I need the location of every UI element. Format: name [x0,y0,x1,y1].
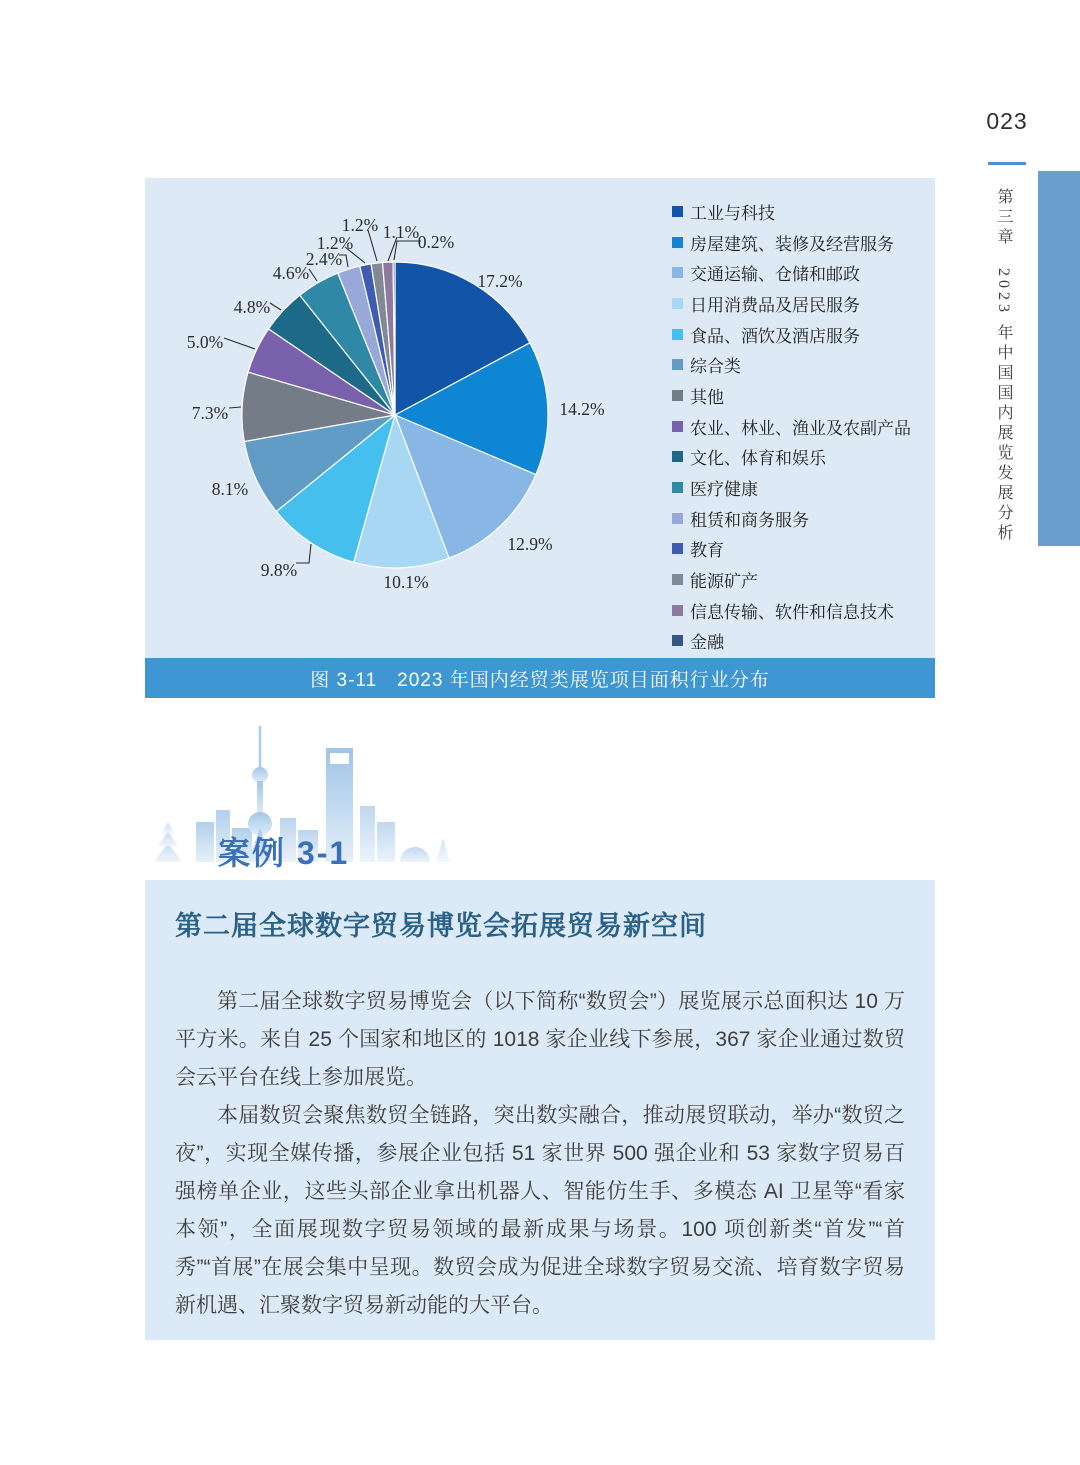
legend-swatch [672,359,683,370]
case-badge-label: 案例 3-1 [218,835,350,871]
pie-slice-percentage-label: 1.1% [382,222,420,242]
legend-swatch [672,329,683,340]
legend-label: 农业、林业、渔业及农副产品 [690,418,911,438]
legend-label: 教育 [690,541,724,561]
pie-slice-percentage-label: 4.8% [233,297,271,317]
pie-slice-percentage-label: 7.3% [191,403,229,423]
pie-slice-percentage-label: 14.2% [559,399,605,419]
legend-label: 综合类 [690,357,741,377]
pie-slice-percentage-label: 9.8% [260,560,298,580]
figure-caption: 图 3-11 2023 年国内经贸类展览项目面积行业分布 [310,669,770,691]
legend-item [672,319,911,350]
chart-legend [672,196,911,656]
legend-swatch [672,482,683,493]
legend-label: 信息传输、软件和信息技术 [690,602,894,622]
pie-slice-percentage-label: 12.9% [507,534,553,554]
legend-item [672,257,911,288]
legend-swatch [672,237,683,248]
case-study-paragraph: 第二届全球数字贸易博览会（以下简称“数贸会”）展览展示总面积达 10 万平方米。来自 25 个国家和地区的 1018 家企业线下参展，367 家企业通过数贸会云平台在线上参加展览。 [175,990,905,1089]
pie-label-leader-line [229,407,241,408]
legend-label: 其他 [690,387,724,407]
pie-label-leader-line [224,338,255,349]
legend-item [672,411,911,442]
legend-label: 交通运输、仓储和邮政 [690,265,860,285]
legend-label: 金融 [690,633,724,653]
legend-item [672,227,911,258]
legend-item [672,442,911,473]
legend-label: 租赁和商务服务 [690,510,809,530]
legend-label: 房屋建筑、装修及经营服务 [690,234,894,254]
pie-slice-percentage-label: 1.2% [341,215,379,235]
figure-caption-bar [145,658,935,698]
pie-slice-percentage-label: 1.2% [316,233,354,253]
legend-swatch [672,574,683,585]
pie-slice-percentage-label: 2.4% [305,249,343,269]
pie-slice-percentage-label: 5.0% [186,332,224,352]
chapter-accent-bar [1038,171,1080,546]
legend-swatch [672,605,683,616]
legend-label: 医疗健康 [690,480,758,500]
legend-swatch [672,513,683,524]
case-study-box [145,880,935,1340]
legend-item [672,196,911,227]
legend-swatch [672,390,683,401]
chapter-sidebar-text: 第三章 2023 年中国国内展览发展分析 [995,188,1012,544]
pie-label-leader-line [296,544,311,563]
legend-swatch [672,206,683,217]
legend-item [672,564,911,595]
page-number-rule [988,162,1026,165]
legend-swatch [672,543,683,554]
legend-label: 食品、酒饮及酒店服务 [690,326,860,346]
legend-label: 文化、体育和娱乐 [690,449,826,469]
legend-label: 工业与科技 [690,203,775,223]
page-number: 023 [986,108,1028,134]
pie-label-leader-line [309,269,317,281]
pie-slice-percentage-label: 4.6% [272,263,310,283]
pie-slice-percentage-label: 17.2% [477,271,523,291]
legend-item [672,595,911,626]
legend-item [672,534,911,565]
legend-label: 日用消费品及居民服务 [690,295,860,315]
legend-swatch [672,451,683,462]
pie-slice-percentage-label: 8.1% [211,479,249,499]
pie-chart-panel [145,178,935,658]
case-study-paragraph: 本届数贸会聚焦数贸全链路，突出数实融合，推动展贸联动，举办“数贸之夜”，实现全媒传播，参展企业包括 51 家世界 500 强企业和 53 家数字贸易百强榜单企业，这些头部企业拿出机器人、智能仿生手、多模态 AI 卫星等“看家本领”，全面展现数字贸易领域的最新成果与场景。100 项创新类“首发”“首秀”“首展”在展会集中呈现。数贸会成为促进全球数字贸易交流、培育数字贸易新机遇、汇聚数字贸易新动能的大平台。 [175,1104,905,1317]
legend-item [672,626,911,657]
legend-swatch [672,421,683,432]
legend-item [672,349,911,380]
legend-item [672,503,911,534]
pie-label-leader-line [270,303,281,310]
case-badge [148,722,468,871]
pie-slice-percentage-label: 0.2% [417,232,455,252]
legend-swatch [672,267,683,278]
pie-slice-percentage-label: 10.1% [383,572,429,592]
legend-swatch [672,635,683,646]
pie-chart [145,178,705,658]
case-study-title: 第二届全球数字贸易博览会拓展贸易新空间 [175,911,707,941]
legend-item [672,380,911,411]
legend-item [672,288,911,319]
legend-item [672,472,911,503]
legend-label: 能源矿产 [690,572,758,592]
legend-swatch [672,298,683,309]
